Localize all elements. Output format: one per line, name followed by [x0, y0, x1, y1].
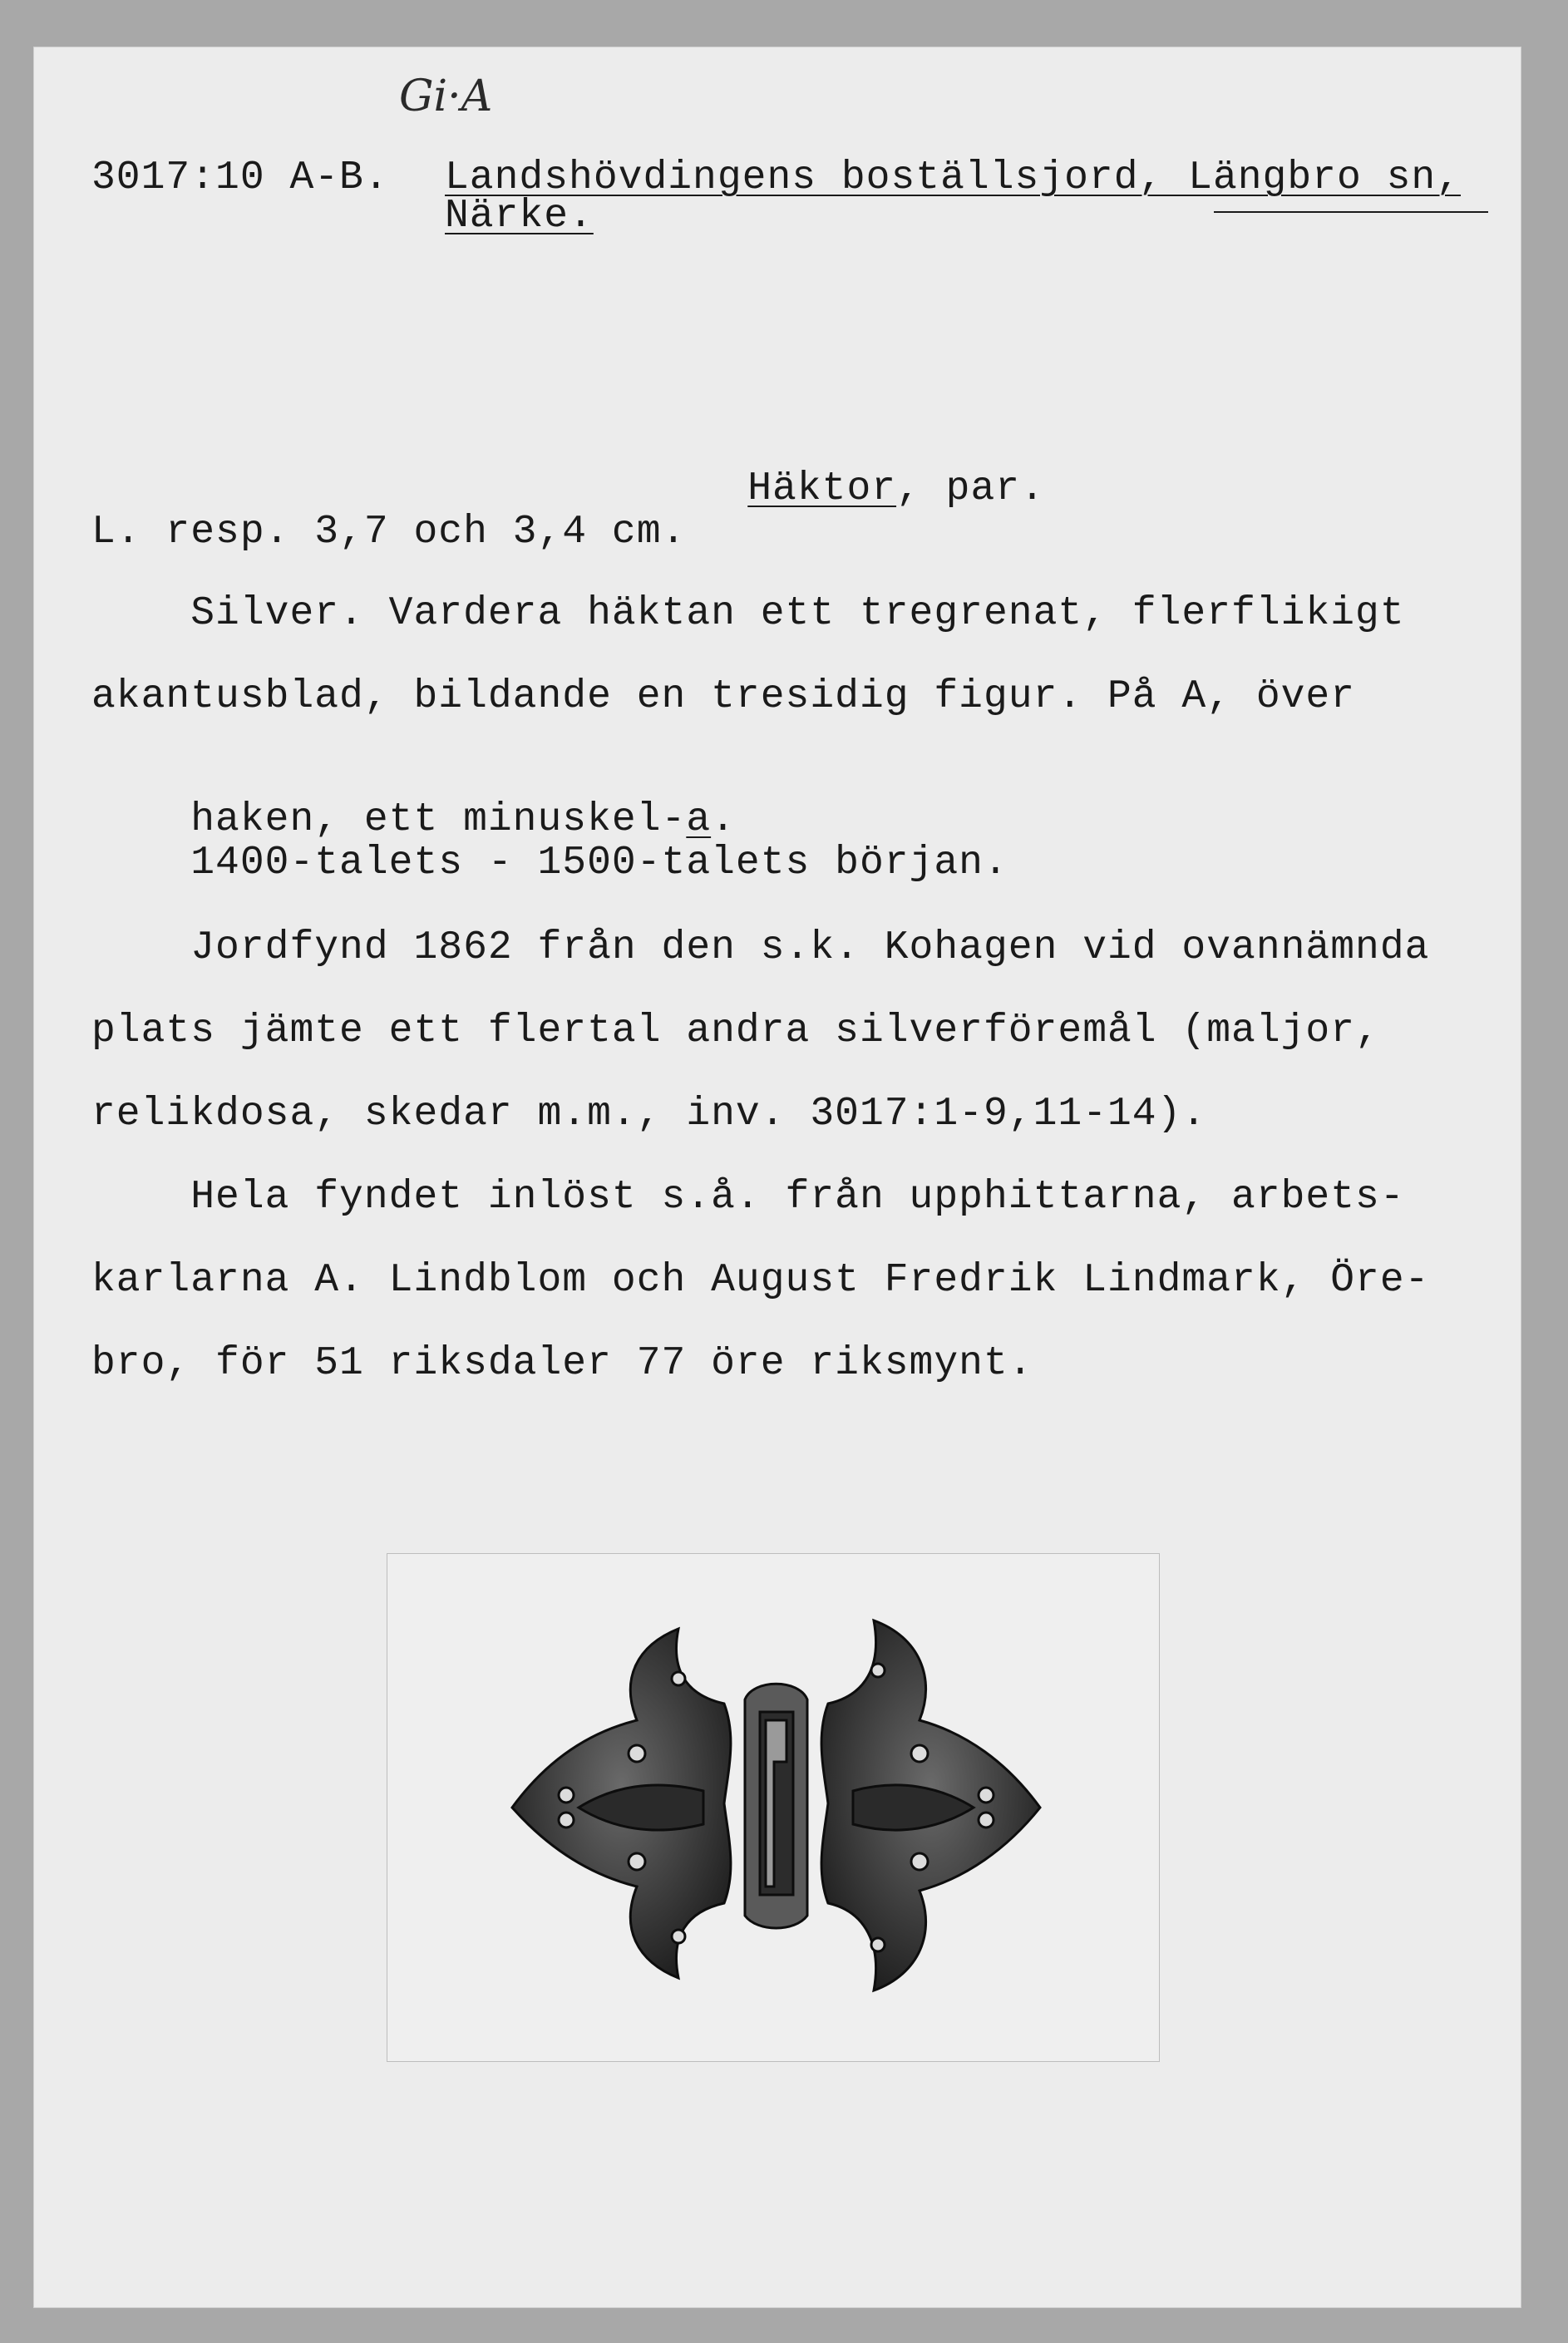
catalog-card: [33, 47, 1521, 2308]
location-line-1: Landshövdingens boställsjord, Längbro sn,: [445, 155, 1461, 200]
description-line-10: bro, för 51 riksdaler 77 öre riksmynt.: [91, 1341, 1033, 1386]
description-line-1: Silver. Vardera häktan ett tregrenat, flerflikigt: [91, 591, 1405, 636]
description-line-9: karlarna A. Lindblom och August Fredrik Lindmark, Öre-: [91, 1258, 1430, 1303]
object-title-row: [648, 429, 1045, 549]
description-line-3-text: haken, ett minuskel-: [190, 797, 687, 842]
central-minuscule-plate: [745, 1684, 807, 1928]
description-line-6: plats jämte ett flertal andra silverföremål (maljor,: [91, 1009, 1380, 1053]
right-acanthus-leaf: [821, 1620, 1040, 1990]
description-line-8: Hela fyndet inlöst s.å. från upphittarna, arbets-: [91, 1175, 1405, 1220]
dating-line: 1400-talets - 1500-talets början.: [91, 841, 1008, 885]
description-line-7: relikdosa, skedar m.m., inv. 3017:1-9,11-14).: [91, 1092, 1207, 1137]
left-acanthus-leaf: [512, 1629, 731, 1978]
dimensions: L. resp. 3,7 och 3,4 cm.: [91, 510, 687, 555]
description-line-5: Jordfynd 1862 från den s.k. Kohagen vid ovannämnda: [91, 925, 1430, 970]
object-photograph: [387, 1553, 1160, 2062]
inventory-number: 3017:10 A-B.: [91, 155, 389, 200]
handwritten-annotation: Gi·A: [399, 72, 493, 121]
clasp-illustration: [387, 1554, 1159, 2061]
location-line-2: Närke.: [445, 194, 594, 239]
object-name: Häktor: [747, 466, 897, 511]
underline-extension: [1214, 211, 1488, 213]
description-line-2: akantusblad, bildande en tresidig figur. På A, över: [91, 674, 1356, 719]
minuscule-letter: a: [686, 797, 712, 842]
minuscule-end: .: [711, 797, 736, 842]
object-name-suffix: , par.: [896, 466, 1045, 511]
